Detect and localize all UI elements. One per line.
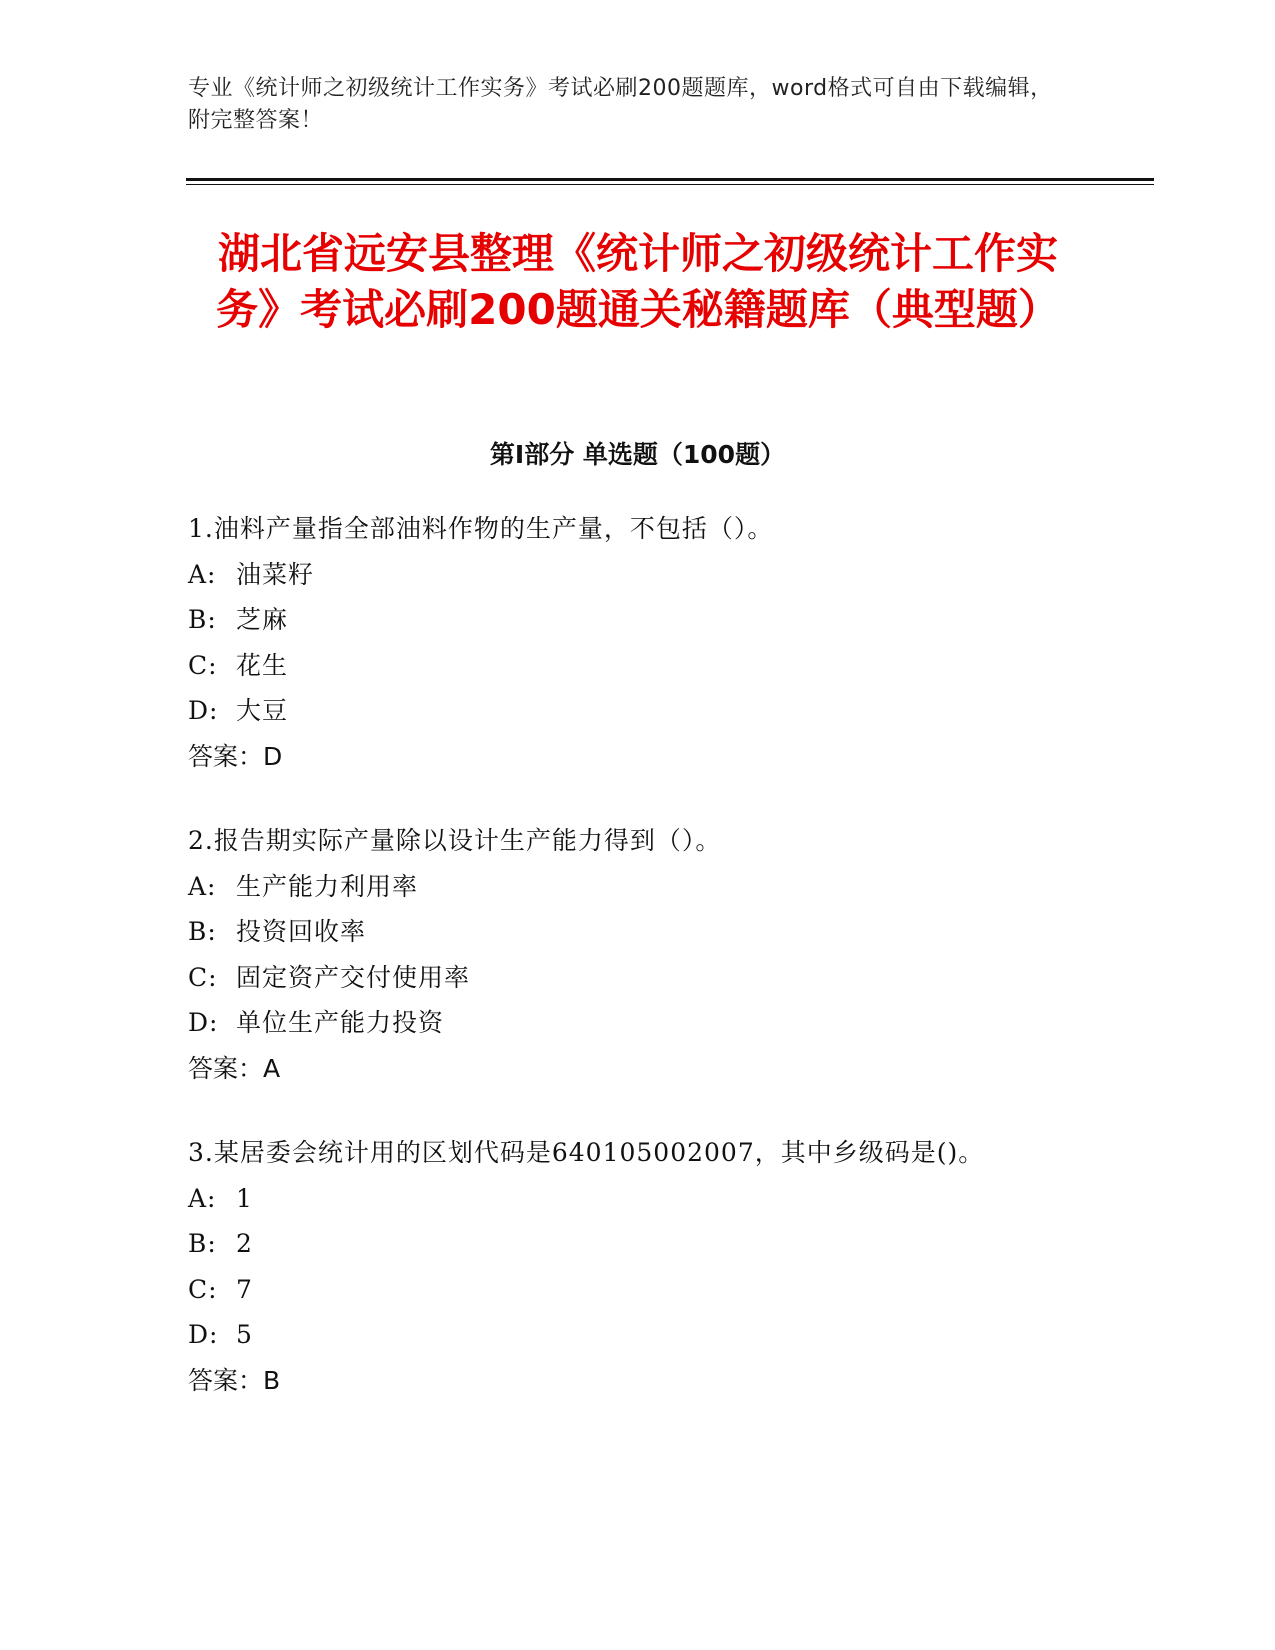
- option-text: 投资回收率: [236, 917, 367, 946]
- option-text: 油菜籽: [236, 559, 315, 589]
- question-stem: 1.油料产量指全部油料作物的生产量，不包括（）。: [188, 514, 774, 543]
- option-d: [188, 688, 1088, 734]
- answer-label: 答案：D: [188, 741, 283, 771]
- option-text: 花生: [236, 650, 289, 680]
- option-c: [188, 1267, 1088, 1313]
- option-letter: A:: [188, 871, 217, 901]
- option-a: [188, 1176, 1088, 1222]
- option-text: 生产能力利用率: [236, 871, 419, 901]
- option-text: 5: [236, 1320, 253, 1349]
- option-text: 1: [236, 1183, 253, 1213]
- answer-label: 答案：A: [188, 1053, 281, 1083]
- option-text: 大豆: [236, 696, 289, 725]
- question-stem: 2.报告期实际产量除以设计生产能力得到（）。: [188, 826, 722, 855]
- answer-label: 答案：B: [188, 1365, 281, 1395]
- question-stem: 3.某居委会统计用的区划代码是640105002007，其中乡级码是()。: [188, 1138, 985, 1167]
- option-b: [188, 1221, 1088, 1267]
- option-letter: C:: [188, 1274, 218, 1304]
- option-b: [188, 909, 1088, 955]
- option-text: 单位生产能力投资: [236, 1008, 445, 1037]
- header-rule-thin: [186, 184, 1154, 185]
- option-d: [188, 1000, 1088, 1046]
- option-text: 2: [236, 1229, 253, 1258]
- question-block-2: [188, 818, 1088, 1091]
- option-b: [188, 597, 1088, 643]
- option-letter: D:: [188, 1008, 219, 1037]
- option-text: 固定资产交付使用率: [236, 962, 471, 992]
- option-letter: D:: [188, 1320, 219, 1349]
- option-text: 芝麻: [236, 605, 289, 634]
- option-letter: B:: [188, 917, 217, 946]
- option-letter: C:: [188, 962, 218, 992]
- option-letter: B:: [188, 605, 217, 634]
- option-c: [188, 643, 1088, 689]
- section-heading: 第I部分 单选题（100题）: [489, 440, 786, 469]
- option-a: [188, 552, 1088, 598]
- option-c: [188, 955, 1088, 1001]
- option-letter: B:: [188, 1229, 217, 1258]
- option-letter: C:: [188, 650, 218, 680]
- header-rule-thick: [186, 178, 1154, 181]
- option-d: [188, 1312, 1088, 1358]
- question-block-3: [188, 1130, 1088, 1403]
- option-text: 7: [236, 1274, 253, 1304]
- question-block-1: [188, 506, 1088, 779]
- option-letter: D:: [188, 696, 219, 725]
- option-a: [188, 864, 1088, 910]
- header-note: 专业《统计师之初级统计工作实务》考试必刷200题题库，word格式可自由下载编辑，附完整答案！: [188, 76, 1053, 133]
- option-letter: A:: [188, 559, 217, 589]
- option-letter: A:: [188, 1183, 217, 1213]
- document-title: 湖北省远安县整理《统计师之初级统计工作实务》考试必刷200题通关秘籍题库（典型题）: [216, 229, 1060, 334]
